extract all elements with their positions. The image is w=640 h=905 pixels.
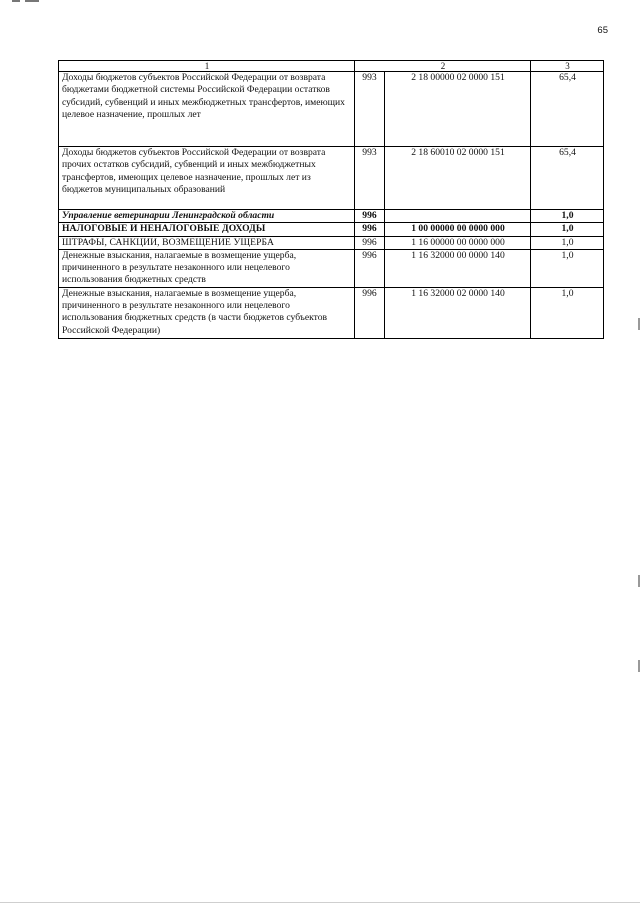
table-row bbox=[59, 236, 604, 249]
row-admin-code: 996 bbox=[355, 236, 385, 249]
row-amount: 1,0 bbox=[531, 210, 604, 223]
table-header-row bbox=[59, 61, 604, 72]
row-revenue-code: 1 16 32000 02 0000 140 bbox=[385, 287, 531, 338]
scan-bottom-edge bbox=[0, 902, 640, 903]
row-admin-code: 996 bbox=[355, 287, 385, 338]
budget-revenue-table bbox=[58, 60, 604, 339]
row-amount: 1,0 bbox=[531, 287, 604, 338]
row-revenue-code: 1 16 32000 00 0000 140 bbox=[385, 249, 531, 287]
table-row bbox=[59, 287, 604, 338]
page-number: 65 bbox=[597, 25, 608, 36]
row-revenue-code: 1 16 00000 00 0000 000 bbox=[385, 236, 531, 249]
row-admin-code: 993 bbox=[355, 147, 385, 210]
row-name: Денежные взыскания, налагаемые в возмещение ущерба, причиненного в результате незаконного или нецелевого использования бюджетных средств bbox=[59, 249, 355, 287]
header-col-1: 1 bbox=[59, 61, 355, 72]
table-row bbox=[59, 249, 604, 287]
table-row bbox=[59, 210, 604, 223]
row-name: Доходы бюджетов субъектов Российской Федерации от возврата прочих остатков субсидий, субвенций и иных межбюджетных трансфертов, имеющих целевое назначение, прошлых лет из бюджетов муниципальных образований bbox=[59, 147, 355, 210]
row-name: Денежные взыскания, налагаемые в возмещение ущерба, причиненного в результате незаконного или нецелевого использования бюджетных средств (в части бюджетов субъектов Российской Федерации) bbox=[59, 287, 355, 338]
row-admin-code: 993 bbox=[355, 72, 385, 147]
row-amount: 65,4 bbox=[531, 147, 604, 210]
row-amount: 65,4 bbox=[531, 72, 604, 147]
row-amount: 1,0 bbox=[531, 249, 604, 287]
row-revenue-code: 1 00 00000 00 0000 000 bbox=[385, 223, 531, 236]
table-row bbox=[59, 72, 604, 147]
row-admin-code: 996 bbox=[355, 210, 385, 223]
row-amount: 1,0 bbox=[531, 236, 604, 249]
table-row bbox=[59, 147, 604, 210]
header-col-2: 2 bbox=[355, 61, 531, 72]
row-name: Доходы бюджетов субъектов Российской Федерации от возврата бюджетами бюджетной системы Российской Федерации остатков субсидий, субвенций и иных межбюджетных трансфертов, имеющих целевое назначение, прошлых лет bbox=[59, 72, 355, 147]
scan-artifact bbox=[12, 0, 52, 3]
row-admin-code: 996 bbox=[355, 223, 385, 236]
row-name: Управление ветеринарии Ленинградской области bbox=[59, 210, 355, 223]
row-name: НАЛОГОВЫЕ И НЕНАЛОГОВЫЕ ДОХОДЫ bbox=[59, 223, 355, 236]
row-revenue-code bbox=[385, 210, 531, 223]
row-revenue-code: 2 18 60010 02 0000 151 bbox=[385, 147, 531, 210]
row-revenue-code: 2 18 00000 02 0000 151 bbox=[385, 72, 531, 147]
row-name: ШТРАФЫ, САНКЦИИ, ВОЗМЕЩЕНИЕ УЩЕРБА bbox=[59, 236, 355, 249]
table-row bbox=[59, 223, 604, 236]
row-amount: 1,0 bbox=[531, 223, 604, 236]
row-admin-code: 996 bbox=[355, 249, 385, 287]
header-col-3: 3 bbox=[531, 61, 604, 72]
